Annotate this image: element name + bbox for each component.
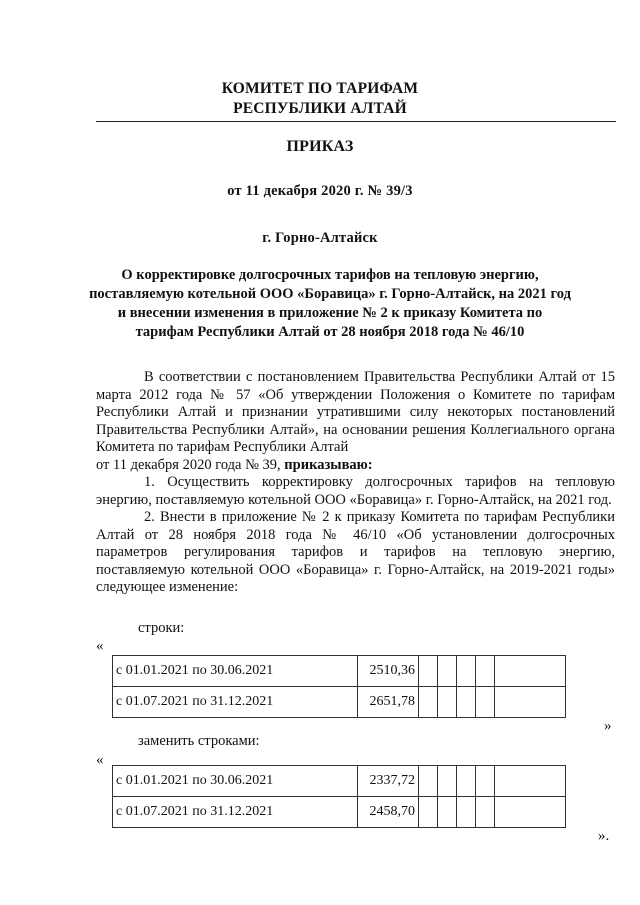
org-name-line1: КОМИТЕТ ПО ТАРИФАМ bbox=[221, 80, 419, 97]
table-row bbox=[113, 797, 566, 828]
empty-cell bbox=[438, 766, 457, 797]
item-2-paragraph: 2. Внести в приложение № 2 к приказу Комитета по тарифам Республики Алтай от 28 ноября 2018 года № 46/10 «Об установлении долгосрочных параметров регулирования тарифов и тарифов на тепловую энергию, поставляемую котельной ООО «Боравица» г. Горно-Алтайск, на 2019-2021 годы» следующее изменение: bbox=[96, 509, 615, 595]
document-title bbox=[80, 266, 580, 342]
empty-cell bbox=[495, 687, 566, 718]
empty-cell bbox=[476, 656, 495, 687]
period-cell: с 01.07.2021 по 31.12.2021 bbox=[113, 797, 358, 828]
replace-label: заменить строками: bbox=[138, 733, 260, 749]
quote-open-2: « bbox=[96, 752, 104, 768]
quote-open-1: « bbox=[96, 638, 104, 654]
rows-label: строки: bbox=[138, 620, 185, 636]
old-rows-table bbox=[112, 655, 566, 718]
empty-cell bbox=[457, 797, 476, 828]
table-row bbox=[113, 687, 566, 718]
empty-cell bbox=[495, 797, 566, 828]
item-1-paragraph: 1. Осуществить корректировку долгосрочных тарифов на тепловую энергию, поставляемую котельной ООО «Боравица» г. Горно-Алтайск, на 2021 год. bbox=[96, 474, 615, 508]
empty-cell bbox=[476, 687, 495, 718]
empty-cell bbox=[419, 766, 438, 797]
org-name-line2: РЕСПУБЛИКИ АЛТАЙ bbox=[233, 100, 407, 117]
empty-cell bbox=[419, 797, 438, 828]
empty-cell bbox=[438, 656, 457, 687]
period-cell: с 01.07.2021 по 31.12.2021 bbox=[113, 687, 358, 718]
document-city: г. Горно-Алтайск bbox=[262, 230, 378, 246]
title-line: О корректировке долгосрочных тарифов на тепловую энергию, bbox=[121, 267, 539, 283]
title-line: и внесении изменения в приложение № 2 к приказу Комитета по bbox=[117, 305, 543, 321]
preamble-paragraph bbox=[96, 369, 615, 474]
empty-cell bbox=[419, 687, 438, 718]
tariff-value-cell: 2458,70 bbox=[358, 797, 419, 828]
quote-close-1: » bbox=[604, 718, 612, 734]
empty-cell bbox=[476, 797, 495, 828]
order-word: приказываю: bbox=[284, 456, 373, 473]
title-line: поставляемую котельной ООО «Боравица» г. Горно-Алтайск, на 2021 год bbox=[89, 286, 571, 302]
preamble-text: В соответствии с постановлением Правительства Республики Алтай от 15 марта 2012 года № 57 «Об утверждении Положения о Комитете по тарифам Республики Алтай и признании утратившими силу некоторых постановлений Правительства Республики Алтай», на основании решения Коллегиального органа Комитета по тарифам Республики Алтай bbox=[96, 369, 615, 455]
document-body bbox=[96, 369, 615, 597]
empty-cell bbox=[419, 656, 438, 687]
tariff-value-cell: 2337,72 bbox=[358, 766, 419, 797]
preamble-tail: от 11 декабря 2020 года № 39, bbox=[96, 456, 281, 473]
period-cell: с 01.01.2021 по 30.06.2021 bbox=[113, 766, 358, 797]
tariff-value-cell: 2651,78 bbox=[358, 687, 419, 718]
period-cell: с 01.01.2021 по 30.06.2021 bbox=[113, 656, 358, 687]
empty-cell bbox=[495, 656, 566, 687]
empty-cell bbox=[438, 797, 457, 828]
table-row bbox=[113, 656, 566, 687]
table-row bbox=[113, 766, 566, 797]
header-divider bbox=[96, 121, 616, 122]
tariff-value-cell: 2510,36 bbox=[358, 656, 419, 687]
title-line: тарифам Республики Алтай от 28 ноября 2018 года № 46/10 bbox=[135, 324, 525, 340]
empty-cell bbox=[457, 656, 476, 687]
new-rows-table bbox=[112, 765, 566, 828]
quote-close-final: ». bbox=[598, 828, 610, 844]
empty-cell bbox=[476, 766, 495, 797]
empty-cell bbox=[457, 687, 476, 718]
empty-cell bbox=[457, 766, 476, 797]
empty-cell bbox=[495, 766, 566, 797]
document-type: ПРИКАЗ bbox=[286, 138, 354, 155]
empty-cell bbox=[438, 687, 457, 718]
document-date-number: от 11 декабря 2020 г. № 39/3 bbox=[227, 183, 413, 199]
